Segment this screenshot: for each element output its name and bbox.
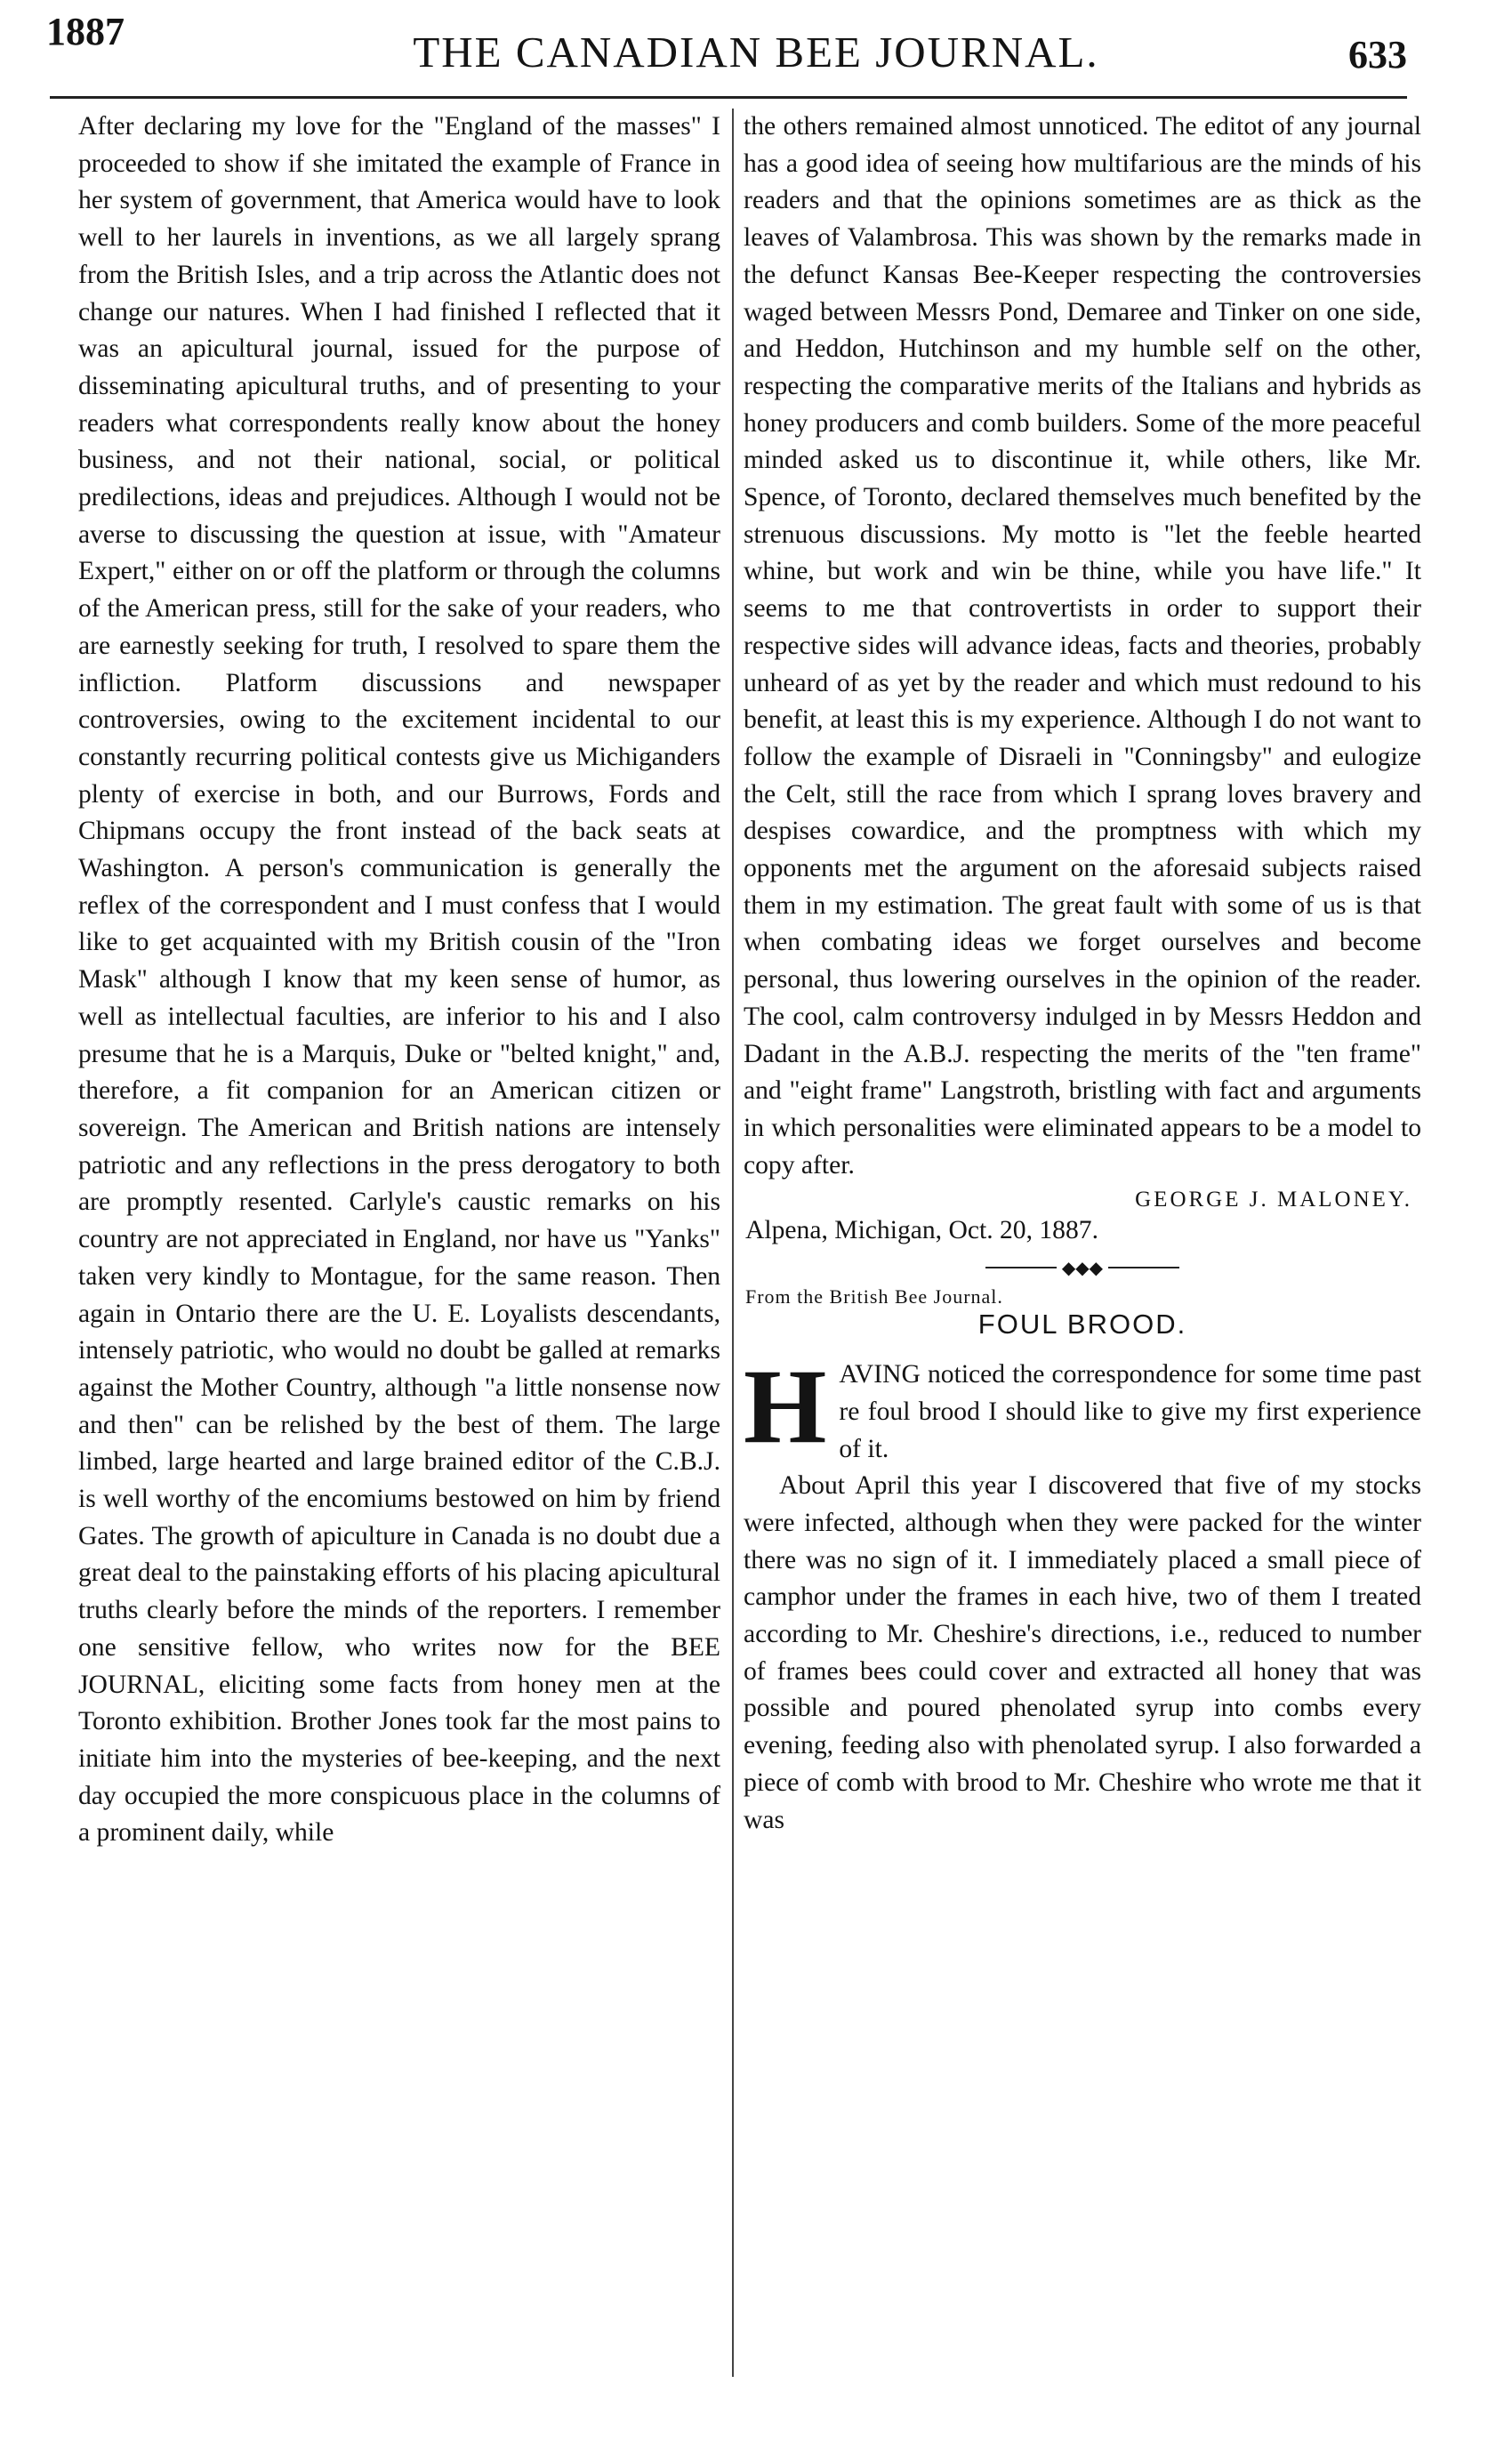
right-column [744, 109, 1421, 1839]
letter-continuation-text: the others remained almost unnoticed. The editot of any journal has a good idea of seeing how multifarious are the minds of his readers and that the opinions sometimes are as thick as the leaves of Valambrosa. This was shown by the remarks made in the defunct Kansas Bee-Keeper respecting the controversies waged between Messrs Pond, Demaree and Tinker on one side, and Heddon, Hutchinson and my humble self on the other, respecting the comparative merits of the Italians and hybrids as honey producers and comb builders. Some of the more peaceful minded asked us to discontinue it, while others, like Mr. Spence, of Toronto, declared themselves much benefited by the strenuous discussions. My motto is "let the feeble hearted whine, but work and win be thine, while you have life." It seems to me that controvertists in order to support their respective sides will advance ideas, facts and theories, probably unheard of as yet by the reader and which must redound to his benefit, at least this is my experience. Although I do not want to follow the example of Disraeli in "Conningsby" and eulogize the Celt, still the race from which I sprang loves bravery and despises cowardice, and the promptness with which my opponents met the argument on the aforesaid subjects raised them in my estimation. The great fault with some of us is that when combating ideas we forget ourselves and become personal, thus lowering ourselves in the opinion of the reader. The cool, calm controversy indulged in by Messrs Heddon and Dadant in the A.B.J. respecting the merits of the "ten frame" and "eight frame" Langstroth, bristling with fact and arguments in which personalities were eliminated appears to be a model to copy after. [744, 112, 1421, 1180]
header-year: 1887 [46, 10, 125, 53]
drop-cap-letter: H [744, 1347, 827, 1466]
ornament-icon: ◆◆◆ [1061, 1258, 1104, 1278]
letter-body-text: After declaring my love for the "England of the masses" I proceeded to show if she imitated the example of France in her system of government, that America would have to look well to her laurels in inventions, as we all largely sprang from the British Isles, and a trip across the Atlantic does not change our natures. When I had finished I reflected that it was an apicultural journal, issued for the purpose of disseminating apicultural truths, and of presenting to your readers what correspondents really know about the honey business, and not their national, social, or political predilections, ideas and prejudices. Although I would not be averse to discussing the question at issue, with "Amateur Expert," either on or off the platform or through the columns of the American press, still for the sake of your readers, who are earnestly seeking for truth, I resolved to spare them the infliction. Platform discussions and newspaper controversies, owing to the excitement incidental to our constantly recurring political contests give us Michiganders plenty of exercise in both, and our Burrows, Fords and Chipmans occupy the front instead of the back seats at Washington. A person's communication is generally the reflex of the correspondent and I must confess that I would like to get acquainted with my British cousin of the "Iron Mask" although I know that my keen sense of humor, as well as intellectual faculties, are inferior to his and I also presume that he is a Marquis, Duke or "belted knight," and, therefore, a fit companion for an American citizen or sovereign. The American and British nations are intensely patriotic and any reflections in the press derogatory to both are promptly resented. Carlyle's caustic remarks on his country are not appreciated in England, nor have us "Yanks" taken very kindly to Montague, for the same reason. Then again in Ontario there are the U. E. Loyalists descendants, intensely patriotic, who would no doubt be galled at remarks against the Mother Country, although "a little nonsense now and then" can be relished by the best of them. The large limbed, large hearted and large brained editor of the C.B.J. is well worthy of the encomiums bestowed on him by friend Gates. The growth of apiculture in Canada is no doubt due a great deal to the painstaking efforts of his placing apicultural truths clearly before the minds of the reporters. I remember one sensitive fellow, who writes now for the BEE JOURNAL, eliciting some facts from honey men at the Toronto exhibition. Brother Jones took far the most pains to initiate him into the mysteries of bee-keeping, and the next day occupied the more conspicuous place in the columns of a prominent daily, while [78, 112, 720, 1848]
article-paragraph-2: About April this year I discovered that five of my stocks were infected, although when they were packed for the winter there was no sign of it. I immediately placed a small piece of camphor under the frames in each hive, two of them I treated according to Mr. Cheshire's directions, i.e., reduced to number of frames bees could cover and extracted all honey that was possible and poured phenolated syrup into combs every evening, feeding also with phenolated syrup. I also forwarded a piece of comb with brood to Mr. Cheshire who wrote me that it was [744, 1471, 1421, 1834]
article-source: From the British Bee Journal. [745, 1285, 1003, 1309]
article-paragraph-1: AVING noticed the correspondence for some time past re foul brood I should like to give my first experience of it. [839, 1360, 1421, 1463]
article-heading: FOUL BROOD. [977, 1309, 1187, 1341]
page-number: 633 [1348, 33, 1407, 76]
section-separator [744, 1250, 1421, 1285]
left-column [78, 109, 720, 1852]
column-divider [732, 109, 734, 2377]
author-signature: GEORGE J. MALONEY. [1135, 1188, 1412, 1212]
page-header [0, 0, 1512, 98]
header-rule [50, 96, 1407, 99]
journal-title: THE CANADIAN BEE JOURNAL. [413, 28, 1099, 76]
letter-dateline: Alpena, Michigan, Oct. 20, 1887. [745, 1216, 1098, 1245]
